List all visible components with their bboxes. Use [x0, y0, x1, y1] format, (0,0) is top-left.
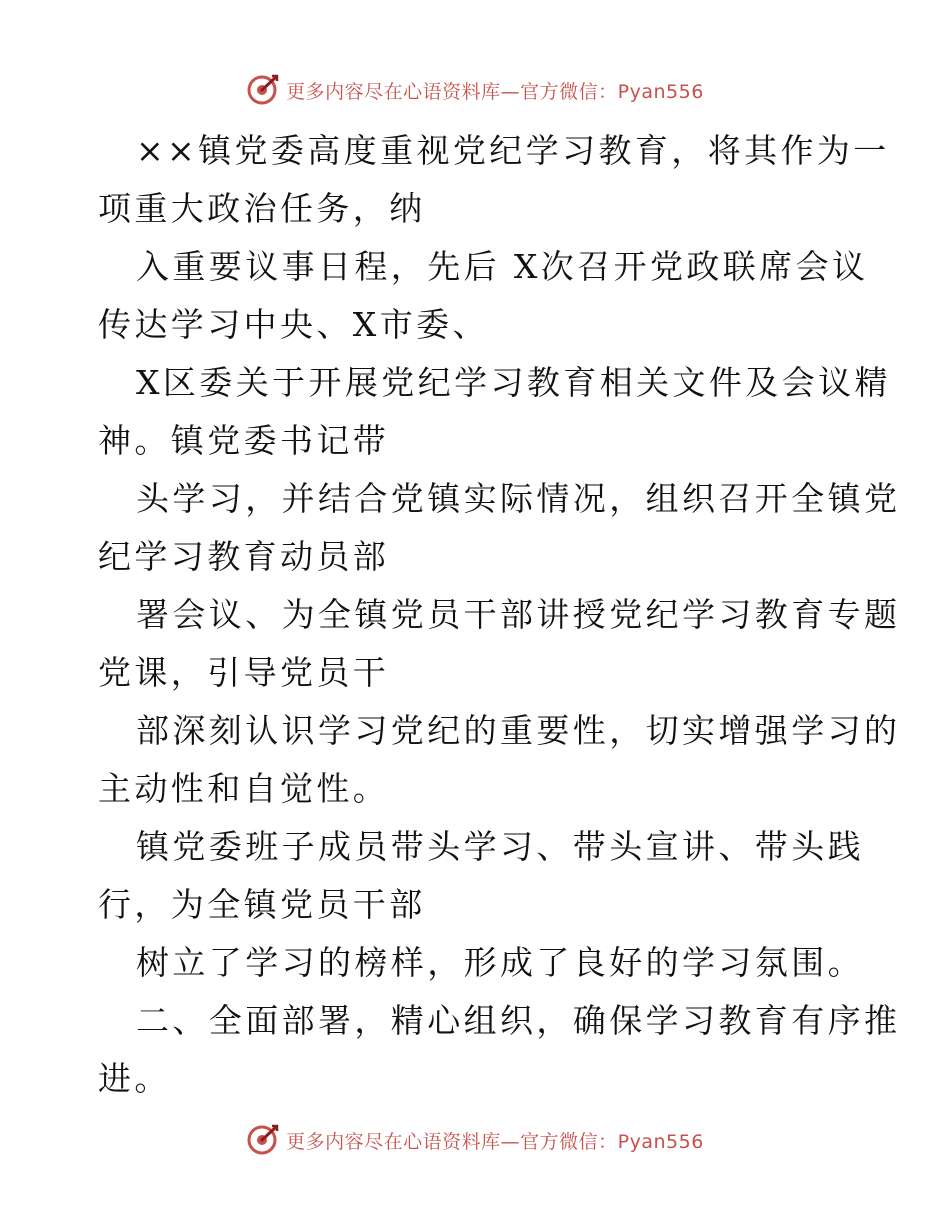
text-line: 党课，引导党员干 [98, 653, 390, 692]
document-body [98, 122, 901, 1108]
text-line: 二、全面部署，精心组织，确保学习教育有序推 [136, 1001, 901, 1040]
text-line: 传达学习中央、X市委、 [98, 305, 489, 344]
text-line: 行，为全镇党员干部 [98, 885, 426, 924]
text-line: 入重要议事日程，先后 X次召开党政联席会议 [136, 247, 869, 286]
text-line: 镇党委班子成员带头学习、带头宣讲、带头践 [136, 827, 864, 866]
footer-watermark [0, 1120, 950, 1160]
brand-logo-icon [246, 1123, 280, 1157]
text-line: 署会议、为全镇党员干部讲授党纪学习教育专题 [136, 595, 901, 634]
watermark-text: 更多内容尽在心语资料库—官方微信：Pyan556 [286, 80, 704, 103]
text-line: 部深刻认识学习党纪的重要性，切实增强学习的 [136, 711, 901, 750]
text-line: ××镇党委高度重视党纪学习教育，将其作为一 [136, 131, 890, 170]
text-line: 进。 [98, 1059, 171, 1098]
text-line: 主动性和自觉性。 [98, 769, 390, 808]
text-line: 纪学习教育动员部 [98, 537, 390, 576]
text-line: X区委关于开展党纪学习教育相关文件及会议精 [136, 363, 891, 402]
text-line: 神。镇党委书记带 [98, 421, 390, 460]
header-watermark [0, 70, 950, 110]
text-line: 项重大政治任务，纳 [98, 189, 426, 228]
text-line: 头学习，并结合党镇实际情况，组织召开全镇党 [136, 479, 901, 518]
brand-logo-icon [246, 73, 280, 107]
text-line: 树立了学习的榜样，形成了良好的学习氛围。 [136, 943, 864, 982]
watermark-text: 更多内容尽在心语资料库—官方微信：Pyan556 [286, 1130, 704, 1153]
